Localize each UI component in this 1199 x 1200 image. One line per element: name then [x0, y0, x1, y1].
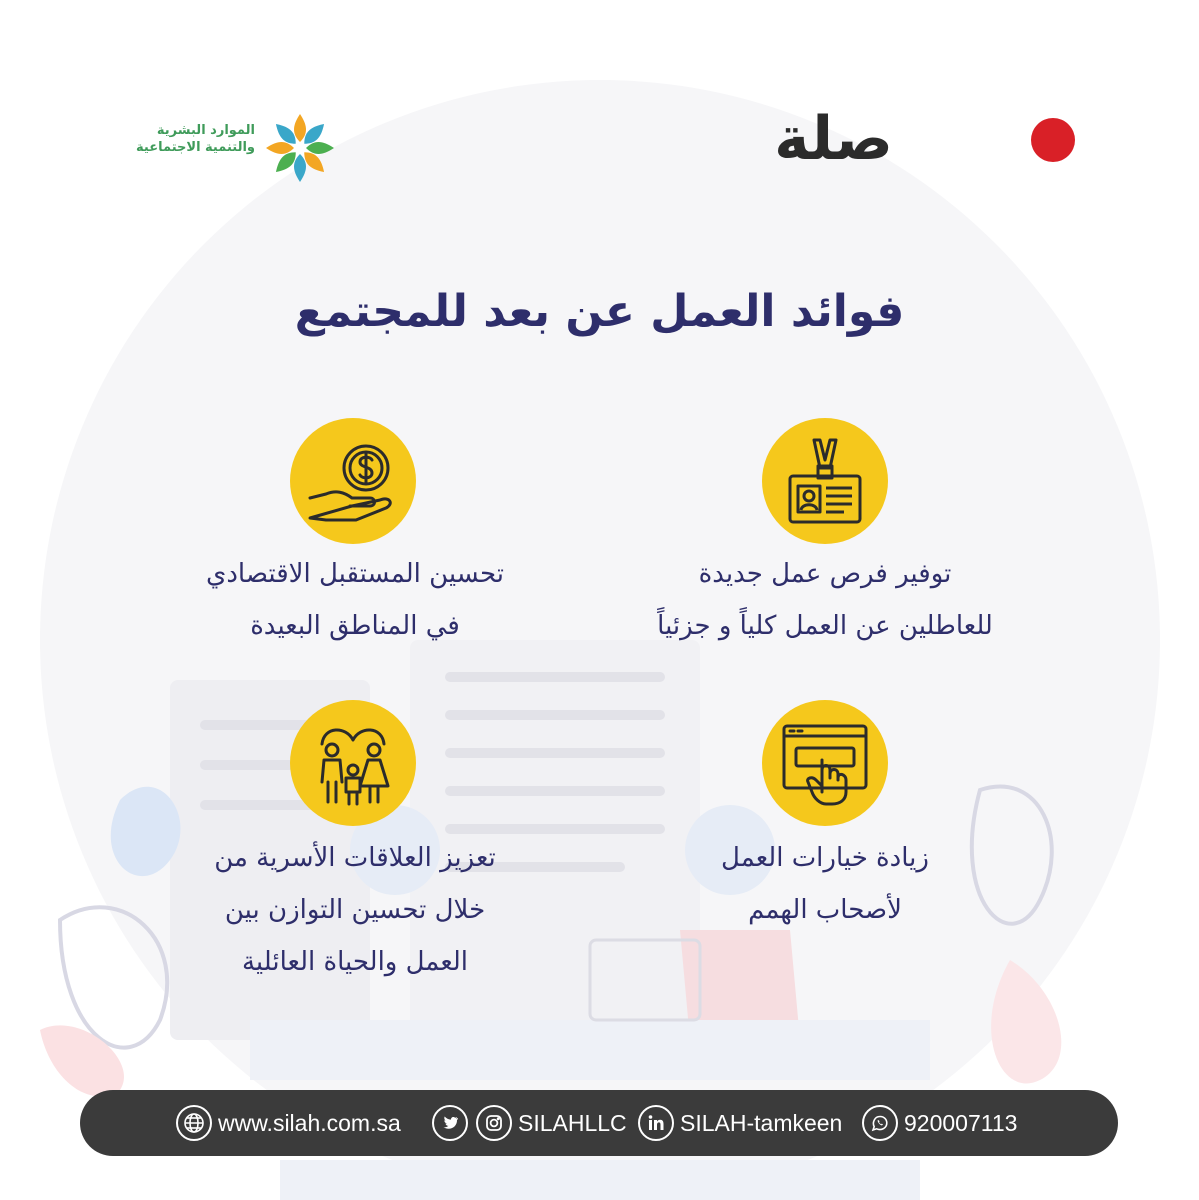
ministry-logo: [130, 108, 345, 178]
logo-dot: [1031, 118, 1075, 162]
benefit-line: في المناطق البعيدة: [250, 611, 460, 641]
twitter-link[interactable]: [432, 1090, 474, 1156]
whatsapp-link[interactable]: [862, 1090, 1017, 1156]
benefit-line: للعاطلين عن العمل كلياً و جزئياً: [657, 611, 993, 641]
ministry-star-logo-icon: [260, 108, 340, 188]
benefit-line: تحسين المستقبل الاقتصادي: [205, 559, 504, 589]
benefit-line: العمل والحياة العائلية: [241, 947, 469, 977]
ministry-line-2: والتنمية الاجتماعية: [136, 140, 255, 155]
family-heart-icon: [290, 700, 416, 826]
linkedin-icon: [638, 1105, 674, 1141]
id-badge-icon: [762, 418, 888, 544]
benefit-icon-circle: [290, 700, 416, 826]
website-link[interactable]: [176, 1090, 401, 1156]
page-title: فوائد العمل عن بعد للمجتمع: [294, 286, 905, 337]
benefit-icon-circle: [290, 418, 416, 544]
benefit-caption: [170, 832, 540, 988]
whatsapp-icon: [862, 1105, 898, 1141]
twitter-icon: [432, 1105, 468, 1141]
social-handle-text: SILAHLLC: [518, 1109, 627, 1136]
globe-icon: [176, 1105, 212, 1141]
benefit-icon-circle: [762, 700, 888, 826]
instagram-link[interactable]: [476, 1090, 627, 1156]
contact-footer: [80, 1090, 1118, 1156]
benefit-caption: [660, 832, 990, 936]
linkedin-link[interactable]: [638, 1090, 842, 1156]
benefit-line: لأصحاب الهمم: [748, 895, 902, 925]
silah-logo: [774, 100, 1085, 180]
benefit-line: توفير فرص عمل جديدة: [698, 559, 952, 589]
money-hand-icon: [290, 418, 416, 544]
website-text: www.silah.com.sa: [218, 1109, 401, 1136]
ministry-line-1: الموارد البشرية: [156, 123, 255, 138]
web-click-icon: [762, 700, 888, 826]
benefit-caption: [600, 548, 1050, 652]
benefit-line: زيادة خيارات العمل: [721, 843, 929, 873]
ministry-name: [130, 122, 255, 156]
benefit-line: خلال تحسين التوازن بين: [224, 895, 486, 925]
benefit-line: تعزيز العلاقات الأسرية من: [214, 843, 496, 873]
benefit-caption: [140, 548, 570, 652]
benefit-icon-circle: [762, 418, 888, 544]
linkedin-text: SILAH-tamkeen: [680, 1109, 843, 1136]
phone-text: 920007113: [904, 1109, 1018, 1136]
instagram-icon: [476, 1105, 512, 1141]
logo-wordmark: صلة: [774, 104, 893, 174]
